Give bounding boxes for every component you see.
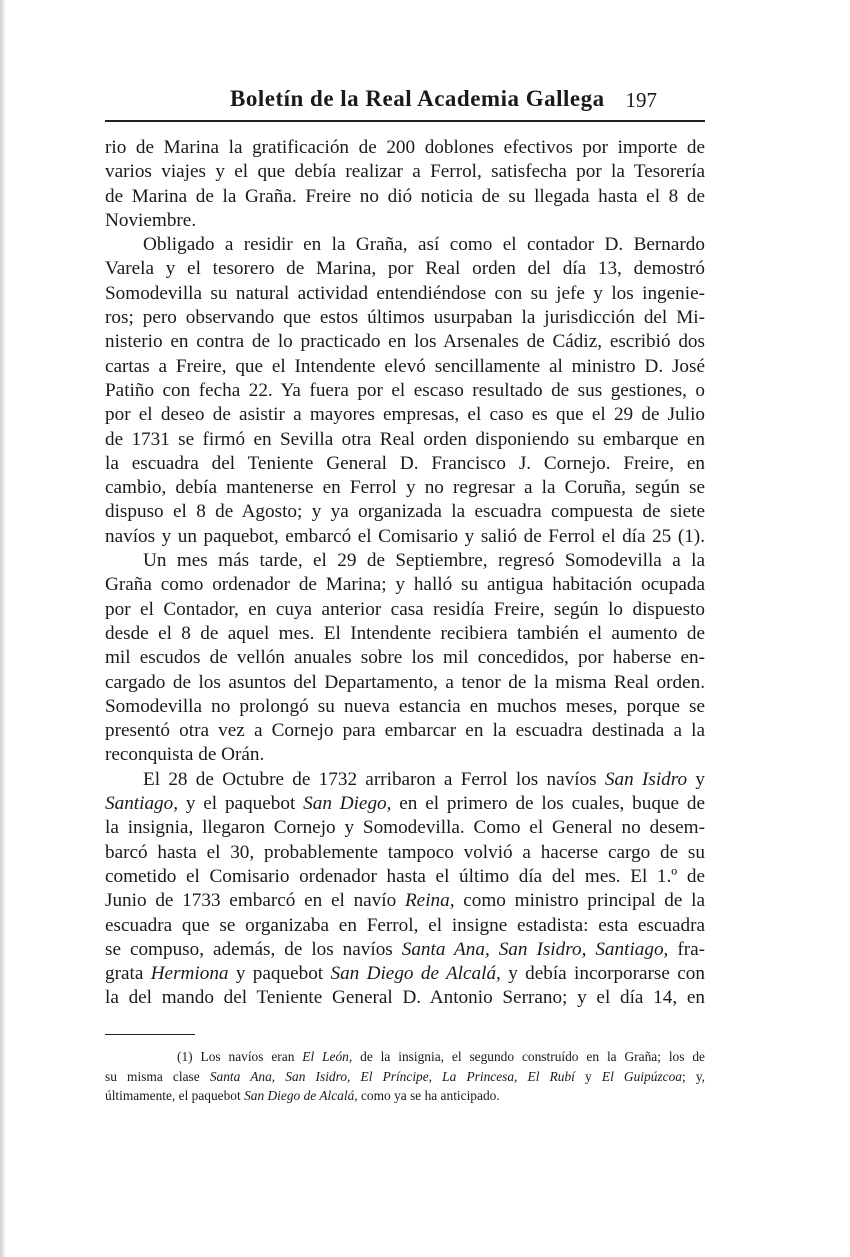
text-segment: ros; pero observando que estos últimos usurpaban la jurisdicción del Mi- bbox=[105, 307, 705, 329]
text-line bbox=[105, 695, 705, 719]
text-line bbox=[105, 403, 705, 427]
italic-name: El Guipúzcoa bbox=[601, 1068, 682, 1084]
text-segment: la escuadra del Teniente General D. Francisco J. Cornejo. Freire, en bbox=[105, 452, 705, 474]
italic-name: San Isidro bbox=[604, 768, 688, 790]
text-line bbox=[105, 428, 705, 452]
text-segment: El 28 de Octubre de 1732 arribaron a Ferrol los navíos bbox=[143, 768, 605, 790]
text-segment: y debía incorporarse con bbox=[500, 963, 705, 985]
text-segment: últimamente, el paquebot bbox=[105, 1088, 245, 1103]
text-line bbox=[105, 914, 705, 938]
text-segment: de 1731 se firmó en Sevilla otra Real orden disponiendo su embarque en bbox=[105, 428, 705, 450]
text-line bbox=[105, 136, 705, 160]
text-segment: Junio de 1733 embarcó en el navío bbox=[105, 890, 405, 912]
text-line bbox=[105, 500, 705, 524]
text-line bbox=[105, 719, 705, 743]
text-line bbox=[105, 549, 705, 573]
text-segment: por el Contador, en cuya anterior casa residía Freire, según lo dispuesto bbox=[105, 598, 705, 620]
text-line bbox=[105, 865, 705, 889]
text-segment: nisterio en contra de lo practicado en los Arsenales de Cádiz, escribió dos bbox=[105, 331, 705, 353]
text-line bbox=[105, 452, 705, 476]
text-segment: como ministro principal de la bbox=[454, 890, 706, 912]
text-segment: barcó hasta el 30, probablemente tampoco volvió a hacerse cargo de su bbox=[105, 841, 705, 863]
text-line bbox=[105, 379, 705, 403]
text-segment: se compuso, además, de los navíos bbox=[105, 938, 402, 960]
text-segment: cartas a Freire, que el Intendente elevó sencillamente al ministro D. José bbox=[105, 355, 705, 377]
text-line bbox=[105, 209, 705, 233]
text-line bbox=[105, 233, 705, 257]
text-segment: y el paquebot bbox=[178, 793, 304, 815]
italic-name: Santa Ana, San Isidro, El Príncipe, La Princesa, El Rubí bbox=[209, 1068, 575, 1084]
text-segment: Un mes más tarde, el 29 de Septiembre, regresó Somodevilla a la bbox=[143, 550, 705, 572]
header-rule bbox=[105, 120, 705, 122]
text-segment: grata bbox=[105, 963, 151, 985]
text-line bbox=[105, 476, 705, 500]
text-segment: la insignia, llegaron Cornejo y Somodevilla. Como el General no desem- bbox=[105, 817, 705, 839]
running-header bbox=[105, 86, 705, 116]
footnote bbox=[105, 1047, 705, 1106]
text-line bbox=[105, 646, 705, 670]
text-segment: navíos y un paquebot, embarcó el Comisario y salió de Ferrol el día 25 (1). bbox=[105, 525, 705, 547]
text-segment: por el deseo de asistir a mayores empresas, el caso es que el 29 de Julio bbox=[105, 404, 705, 426]
text-segment: rio de Marina la gratificación de 200 doblones efectivos por importe de bbox=[105, 137, 705, 158]
text-segment: como ya se ha anticipado. bbox=[357, 1088, 500, 1103]
body-text bbox=[105, 136, 705, 1011]
italic-name: Reina, bbox=[404, 890, 455, 912]
text-segment: varios viajes y el que debía realizar a Ferrol, satisfecha por la Tesorería bbox=[105, 161, 705, 183]
text-line bbox=[105, 622, 705, 646]
text-segment: ; y, bbox=[681, 1068, 706, 1084]
page-number: 197 bbox=[625, 88, 657, 112]
text-segment: fra- bbox=[668, 938, 706, 960]
text-line bbox=[105, 671, 705, 695]
text-segment: Somodevilla no prolongó su nueva estancia en muchos meses, porque se bbox=[105, 695, 705, 717]
scan-edge-shadow bbox=[0, 0, 6, 1257]
text-line bbox=[105, 160, 705, 184]
text-line bbox=[105, 962, 705, 986]
text-segment: Varela y el tesorero de Marina, por Real orden del día 13, demostró bbox=[105, 258, 705, 280]
text-segment: Noviembre. bbox=[105, 209, 197, 231]
text-line bbox=[105, 768, 705, 792]
text-segment: desde el 8 de aquel mes. El Intendente recibiera también el aumento de bbox=[105, 622, 705, 644]
text-segment: (1) Los navíos eran bbox=[177, 1049, 303, 1064]
footnote-line bbox=[105, 1067, 705, 1087]
text-line bbox=[105, 525, 705, 549]
text-segment: mil escudos de vellón anuales sobre los mil concedidos, por haberse en- bbox=[105, 647, 705, 669]
text-segment: Patiño con fecha 22. Ya fuera por el escaso resultado de sus gestiones, o bbox=[105, 379, 705, 401]
text-segment: escuadra que se organizaba en Ferrol, el insigne estadista: esta escuadra bbox=[105, 914, 705, 936]
text-segment: su misma clase bbox=[105, 1068, 210, 1084]
text-segment: cometido el Comisario ordenador hasta el último día del mes. El 1.º de bbox=[105, 865, 705, 887]
italic-name: Santiago, bbox=[105, 793, 179, 815]
text-line bbox=[105, 743, 705, 767]
italic-name: Santa Ana, San Isidro, Santiago, bbox=[401, 938, 669, 960]
italic-name: San Diego de Alcalá, bbox=[330, 963, 501, 985]
italic-name: San Diego de Alcalá, bbox=[244, 1088, 358, 1103]
text-segment: Somodevilla su natural actividad entendiéndose con su jefe y los ingenie- bbox=[105, 282, 705, 304]
text-line bbox=[105, 306, 705, 330]
text-segment: cambio, debía mantenerse en Ferrol y no regresar a la Coruña, según se bbox=[105, 477, 705, 499]
italic-name: San Diego, bbox=[303, 793, 392, 815]
text-line bbox=[105, 573, 705, 597]
text-segment: y bbox=[574, 1068, 602, 1084]
text-segment: reconquista de Orán. bbox=[105, 744, 265, 766]
text-segment: Obligado a residir en la Graña, así como el contador D. Bernardo bbox=[143, 234, 705, 256]
text-line bbox=[105, 185, 705, 209]
footnote-line bbox=[105, 1047, 705, 1067]
text-line bbox=[105, 282, 705, 306]
text-line bbox=[105, 889, 705, 913]
text-segment: Graña como ordenador de Marina; y halló su antigua habitación ocupada bbox=[105, 574, 705, 596]
text-segment: en el primero de los cuales, buque de bbox=[391, 793, 705, 815]
text-segment: y bbox=[687, 768, 705, 790]
text-line bbox=[105, 792, 705, 816]
text-line bbox=[105, 257, 705, 281]
footnote-rule bbox=[105, 1034, 195, 1035]
text-segment: de Marina de la Graña. Freire no dió noticia de su llegada hasta el 8 de bbox=[105, 185, 705, 207]
text-segment: presentó otra vez a Cornejo para embarcar en la escuadra destinada a la bbox=[105, 720, 705, 742]
footnote-line bbox=[105, 1086, 705, 1106]
text-line bbox=[105, 598, 705, 622]
text-line bbox=[105, 330, 705, 354]
text-segment: dispuso el 8 de Agosto; y ya organizada la escuadra compuesta de siete bbox=[105, 501, 705, 523]
text-segment: la del mando del Teniente General D. Antonio Serrano; y el día 14, en bbox=[105, 987, 705, 1009]
journal-title: Boletín de la Real Academia Gallega bbox=[230, 86, 605, 111]
text-segment: y paquebot bbox=[228, 963, 331, 985]
text-line bbox=[105, 355, 705, 379]
italic-name: Hermiona bbox=[150, 963, 229, 985]
italic-name: El León, bbox=[302, 1049, 353, 1064]
text-line bbox=[105, 986, 705, 1010]
text-line bbox=[105, 816, 705, 840]
text-segment: de la insignia, el segundo construído en la Graña; los de bbox=[352, 1049, 705, 1064]
text-line bbox=[105, 841, 705, 865]
text-line bbox=[105, 938, 705, 962]
text-segment: cargado de los asuntos del Departamento, a tenor de la misma Real orden. bbox=[105, 671, 705, 693]
